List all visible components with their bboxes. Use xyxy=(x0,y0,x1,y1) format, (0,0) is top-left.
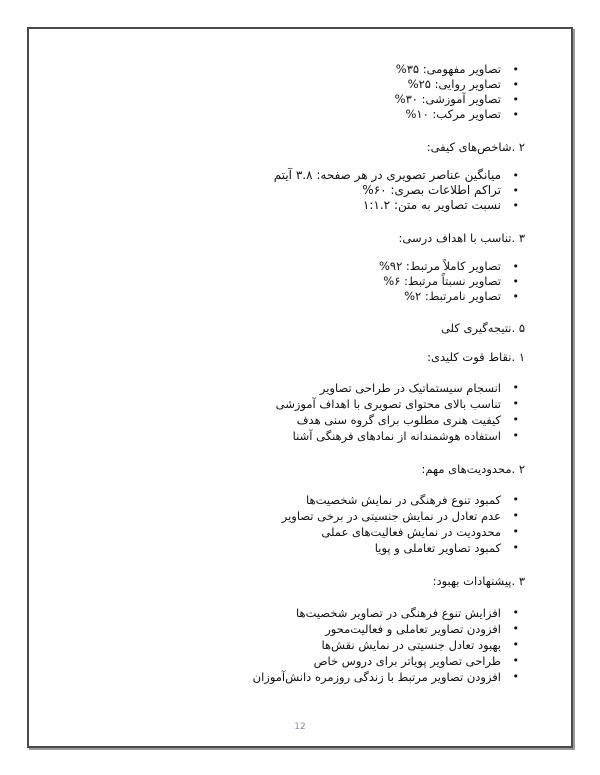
list-item: • عدم تعادل در نمایش جنسیتی در برخی تصاویر xyxy=(240,508,525,524)
list-item: • تناسب بالای محتوای تصویری با اهداف آموزشی xyxy=(240,396,525,412)
list-item: • تصاویر آموزشی: ۳۰% xyxy=(240,92,525,107)
list-item: • میانگین عناصر تصویری در هر صفحه: ۳.۸ آیتم xyxy=(240,168,525,183)
list-item: • بهبود تعادل جنسیتی در نمایش نقش‌ها xyxy=(240,637,525,653)
list-item: • کمبود تنوع فرهنگی در نمایش شخصیت‌ها xyxy=(240,492,525,508)
list-item: • افزودن تصاویر تعاملی و فعالیت‌محور xyxy=(240,621,525,637)
document-body xyxy=(240,62,525,685)
page-number: 12 xyxy=(294,722,306,732)
list-item: • کیفیت هنری مطلوب برای گروه سنی هدف xyxy=(240,412,525,428)
conclusion-heading: ۵ .نتیجه‌گیری کلی xyxy=(440,321,525,335)
section-heading-relevance: ۳ .تناسب با اهداف درسی: xyxy=(398,231,525,245)
list-item: • تصاویر نامرتبط: ۲% xyxy=(240,289,525,304)
limitations-list xyxy=(240,492,525,556)
limitations-heading: ۲ .محدودیت‌های مهم: xyxy=(421,462,525,476)
section-heading-quality: ۲ .شاخص‌های کیفی: xyxy=(426,140,525,154)
list-item: • کمبود تصاویر تعاملی و پویا xyxy=(240,540,525,556)
list-item: • تصاویر نسبتاً مرتبط: ۶% xyxy=(240,274,525,289)
strengths-list xyxy=(240,380,525,444)
list-item: • تصاویر مفهومی: ۳۵% xyxy=(240,62,525,77)
list-item: • افزایش تنوع فرهنگی در تصاویر شخصیت‌ها xyxy=(240,605,525,621)
list-item: • انسجام سیستماتیک در طراحی تصاویر xyxy=(240,380,525,396)
list-item: • تراکم اطلاعات بصری: ۶۰% xyxy=(240,183,525,198)
suggestions-heading: ۳ .پیشنهادات بهبود: xyxy=(432,574,525,588)
list-item: • افزودن تصاویر مرتبط با زندگی روزمره دانش‌آموزان xyxy=(240,669,525,685)
list-item: • تصاویر روایی: ۲۵% xyxy=(240,77,525,92)
list-item: • استفاده هوشمندانه از نمادهای فرهنگی آشنا xyxy=(240,428,525,444)
suggestions-list xyxy=(240,605,525,685)
list-item: • نسبت تصاویر به متن: ۱:۱.۲ xyxy=(240,198,525,213)
list-item: • تصاویر مرکب: ۱۰% xyxy=(240,107,525,122)
list-item: • تصاویر کاملاً مرتبط: ۹۲% xyxy=(240,259,525,274)
list-item: • محدودیت در نمایش فعالیت‌های عملی xyxy=(240,524,525,540)
relevance-list xyxy=(240,259,525,304)
strengths-heading: ۱ .نقاط قوت کلیدی: xyxy=(427,350,525,364)
quality-list xyxy=(240,168,525,213)
list-item: • طراحی تصاویر پویاتر برای دروس خاص xyxy=(240,653,525,669)
image-types-list xyxy=(240,62,525,122)
